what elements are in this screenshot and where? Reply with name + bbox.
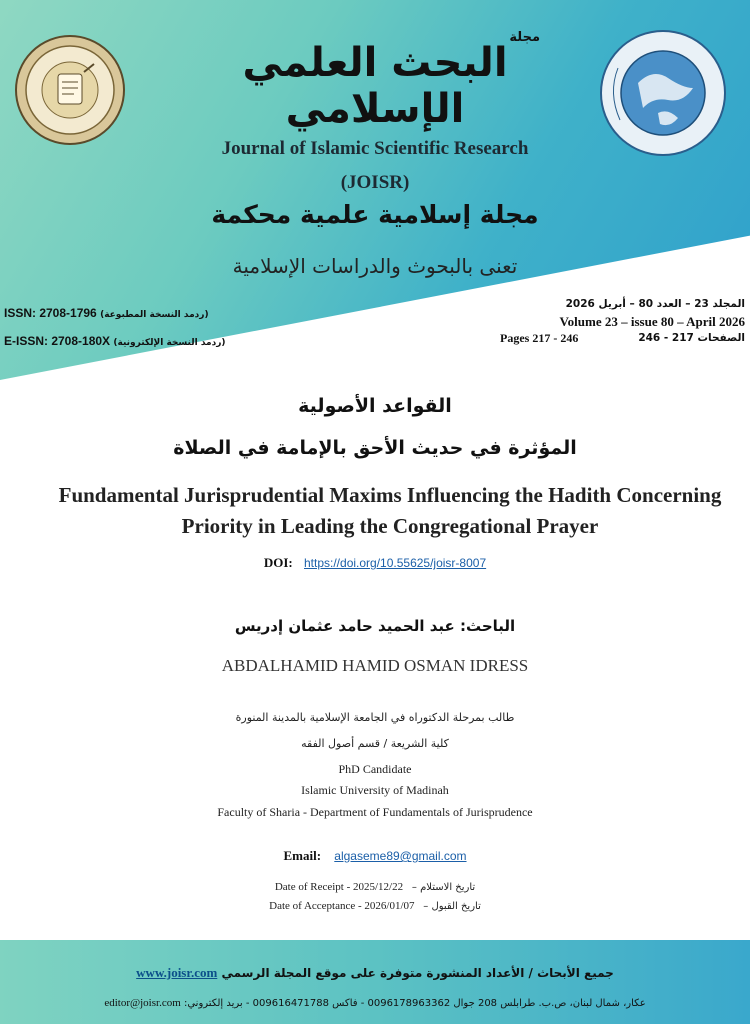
issn-online-row xyxy=(4,328,264,356)
masthead-arabic xyxy=(180,30,570,132)
issn-print-row xyxy=(4,300,264,328)
issn-print: ISSN: 2708-1796 xyxy=(4,306,97,320)
email-link[interactable]: algaseme89@gmail.com xyxy=(334,849,467,863)
affiliation-en-2: Islamic University of Madinah xyxy=(301,783,449,797)
website-link[interactable]: www.joisr.com xyxy=(136,965,218,980)
doi-link[interactable]: https://doi.org/10.55625/joisr-8007 xyxy=(304,556,487,570)
pages-row xyxy=(500,330,745,347)
issn-online-note: (ردمد النسخة الإلكترونية) xyxy=(113,338,226,348)
doi-row xyxy=(0,555,750,571)
masthead-small-label: مجلة xyxy=(509,30,540,45)
doi-label: DOI: xyxy=(263,555,293,570)
author-name-en: ABDALHAMID HAMID OSMAN IDRESS xyxy=(221,656,529,675)
footer-background xyxy=(0,940,750,1024)
receipt-date-row xyxy=(0,881,750,893)
affiliation-ar-2: كلية الشريعة / قسم أصول الفقه xyxy=(301,737,449,750)
acceptance-date-ar: – تاريخ القبول xyxy=(423,901,481,912)
journal-abbreviation: (JOISR) xyxy=(340,172,410,193)
acceptance-date-en: Date of Acceptance - 2026/01/07 xyxy=(269,900,415,912)
article-title-ar-line2: المؤثرة في حديث الأحق بالإمامة في الصلاة xyxy=(173,437,577,459)
footer-email[interactable]: editor@joisr.com xyxy=(104,997,181,1009)
receipt-date-ar: – تاريخ الاستلام xyxy=(411,882,476,893)
receipt-date-en: Date of Receipt - 2025/12/22 xyxy=(274,881,404,893)
volume-en: Volume 23 – issue 80 – April 2026 xyxy=(559,314,745,329)
footer-line2 xyxy=(0,997,750,1009)
affiliation-en-1: PhD Candidate xyxy=(338,762,412,776)
journal-tagline-ar: تعنى بالبحوث والدراسات الإسلامية xyxy=(232,254,518,278)
issn-block xyxy=(4,300,264,356)
article-title-en xyxy=(50,480,730,542)
volume-ar: المجلد 23 – العدد 80 – أبريل 2026 xyxy=(565,298,745,310)
footer-line1 xyxy=(0,965,750,981)
footer-line1-text: جميع الأبحاث / الأعداد المنشورة متوفرة على موقع المجلة الرسمي xyxy=(221,966,614,980)
pages-ar: الصفحات 217 - 246 xyxy=(638,332,745,344)
masthead-title: البحث العلمي الإسلامي xyxy=(242,40,508,132)
article-title-en-line1: Fundamental Jurisprudential Maxims Influencing the Hadith Concerning xyxy=(58,483,722,507)
email-label: Email: xyxy=(283,848,322,863)
issn-online: E-ISSN: 2708-180X xyxy=(4,334,111,348)
article-title-ar-line1: القواعد الأصولية xyxy=(298,395,452,417)
volume-block xyxy=(500,296,745,347)
pages-en: Pages 217 - 246 xyxy=(500,331,579,345)
acceptance-date-row xyxy=(0,900,750,912)
email-row xyxy=(0,848,750,864)
journal-seal-logo xyxy=(14,34,126,146)
journal-subtitle-ar: مجلة إسلامية علمية محكمة xyxy=(211,200,539,229)
footer-contact: عكار، شمال لبنان، ص.ب. طرابلس 208 جوال 0096178963362 - فاكس 009616471788 - بريد إلكتروني: xyxy=(183,998,646,1009)
author-name-ar: الباحث: عبد الحميد حامد عثمان إدريس xyxy=(234,617,516,635)
journal-title-en: Journal of Islamic Scientific Research xyxy=(221,138,529,159)
issn-print-note: (ردمد النسخة المطبوعة) xyxy=(100,310,209,320)
article-title-en-line2: Priority in Leading the Congregational Prayer xyxy=(181,514,599,538)
affiliation-ar-1: طالب بمرحلة الدكتوراه في الجامعة الإسلامية بالمدينة المنورة xyxy=(235,711,515,724)
affiliation-en-3: Faculty of Sharia - Department of Fundamentals of Jurisprudence xyxy=(217,805,533,819)
